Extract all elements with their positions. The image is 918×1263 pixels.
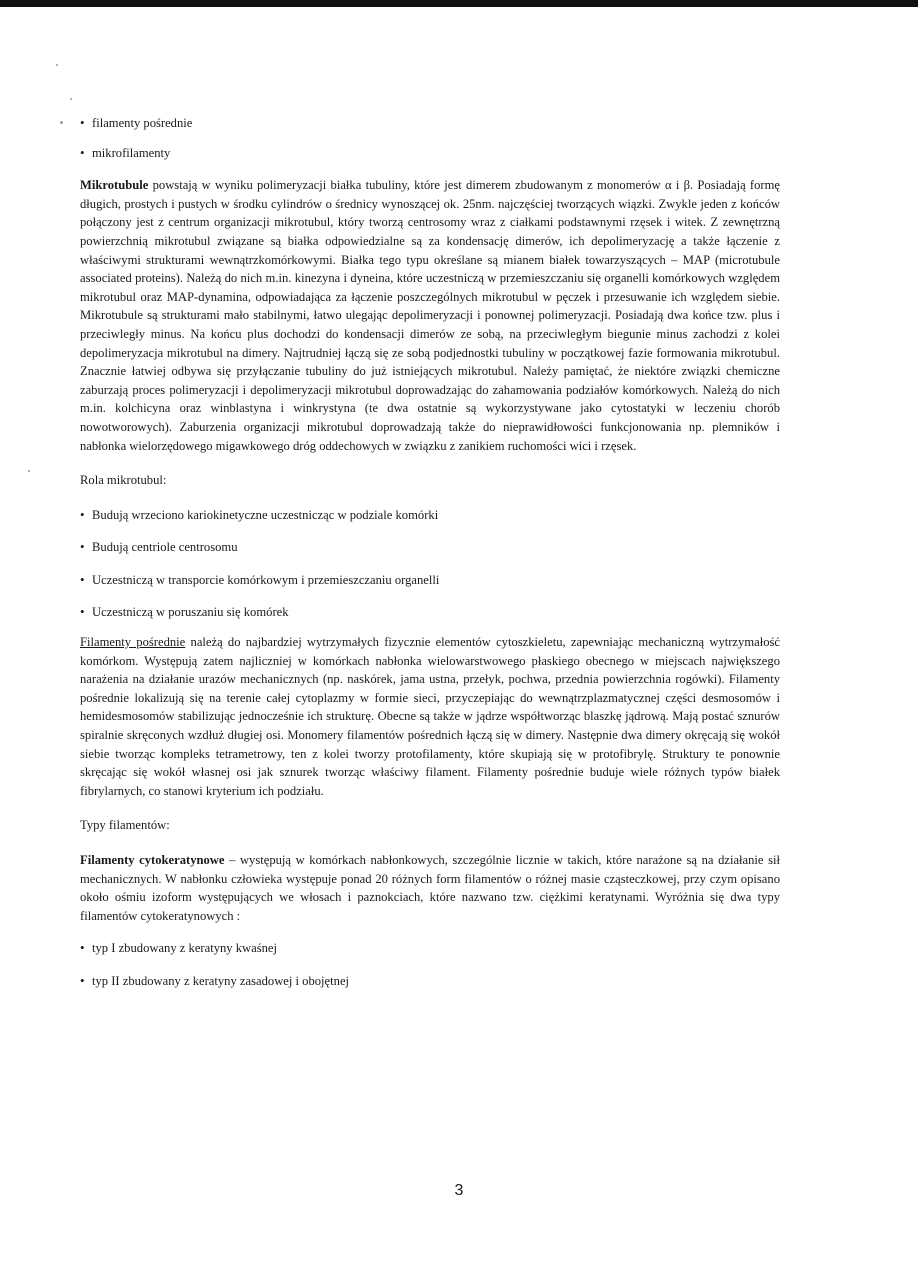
bullet-item: • Budują wrzeciono kariokinetyczne uczestnicząc w podziale komórki [80, 506, 780, 525]
bullet-item: • Uczestniczą w transporcie komórkowym i przemieszczaniu organelli [80, 571, 780, 590]
heading-rola-mikrotubul: Rola mikrotubul: [80, 473, 167, 488]
document-page [80, 114, 780, 991]
bullet-item: • mikrofilamenty [80, 144, 780, 163]
term-mikrotubule: Mikrotubule [80, 178, 149, 193]
paragraph-text: powstają w wyniku polimeryzacji białka tubuliny, które jest dimerem zbudowanym z monomerów α i β. Posiadają formę długich, prostych i pustych w środku cylindrów o średnicy wynoszącej ok. 25nm. najczęściej tworzących wiązki. Zwykle jeden z końców połączony jest z centrum organizacji mikrotubul, który tworzą centrosomy wraz z ciałkami podstawnymi rzęsek i witek. Z zewnętrzną powierzchnią mikrotubul związane są białka odpowiedzialne są za kondensację dimerów, ich depolimeryzację a także łączenie z właściwymi strukturami wewnątrzkomórkowymi. Białka tego typu określane są mianem białek towarzyszących – MAP (microtubule associated proteins). Należą do nich m.in. kinezyna i dyneina, które uczestniczą w przemieszczaniu się organelli komórkowych względem mikrotubul oraz MAP-dynamina, odpowiadająca za łączenie poszczególnych mikrotubul w pęczek i przesuwanie ich względem siebie. Mikrotubule są strukturami mało stabilnymi, łatwo ulegając depolimeryzacji i ponownej polimeryzacji. Posiadają dwa końce tzw. plus i przeciwległy minus. Na końcu plus dochodzi do kondensacji dimerów ze sobą, na przeciwległym biegunie minus zachodzi z kolei depolimeryzacja mikrotubul na dimery. Najtrudniej łączą się ze sobą podjednostki tubuliny w początkowej fazie formowania mikrotubul. Znacznie łatwiej odbywa się przyłączanie tubuliny do już istniejących mikrotubul. Należy pamiętać, że niektóre związki chemiczne zaburzają proces polimeryzacji i depolimeryzacji mikrotubul doprowadzając do zahamowania podziałów komórkowych. Należą do nich m.in. kolchicyna oraz winblastyna i winkrystyna (te dwa ostatnie są wykorzystywane jako cytostatyki w leczeniu chorób nowotworowych). Zaburzenia organizacji mikrotubul doprowadzają także do nieprawidłowości funkcjonowania np. plemników i nabłonka wielorzędowego migawkowego dróg oddechowych w związku z zanikiem ruchomości wici i rzęsek. [80, 178, 780, 453]
scan-speck [28, 470, 30, 472]
heading-typy-filamentow: Typy filamentów: [80, 818, 170, 833]
paragraph-mikrotubule [80, 176, 780, 455]
scan-top-border [0, 0, 918, 7]
bullet-item: • typ I zbudowany z keratyny kwaśnej [80, 939, 780, 958]
scan-speck [70, 98, 72, 100]
bullet-item: • Uczestniczą w poruszaniu się komórek [80, 603, 780, 622]
paragraph-text: – występują w komórkach nabłonkowych, szczególnie licznie w takich, które narażone są na działanie sił mechanicznych. W nabłonku człowieka występuje ponad 20 różnych form filamentów o różnej masie cząsteczkowej, przy czym opisano około ośmiu izoform występujących we włosach i paznokciach, które nazwano tzw. ciężkimi keratynami. Wyróżnia się dwa typy filamentów cytokeratynowych : [80, 853, 780, 923]
term-filamenty-posrednie: Filamenty pośrednie [80, 635, 186, 650]
paragraph-text: należą do najbardziej wytrzymałych fizycznie elementów cytoszkieletu, zapewniając mechaniczną wytrzymałość komórkom. Występują zatem najliczniej w komórkach nabłonka wielowarstwowego płaskiego obecnego w miejscach największego narażenia na działanie urazów mechanicznych (np. naskórek, jama ustna, przełyk, pochwa, przednia powierzchnia rogówki). Filamenty pośrednie lokalizują się na terenie całej cytoplazmy w formie sieci, przyczepiając do wewnątrzplazmatycznej części desmosomów i hemidesmosomów stabilizując jednocześnie ich strukturę. Obecne są także w jądrze współtworząc blaszkę jądrową. Mają postać sznurów spiralnie skręconych wzdłuż długiej osi. Monomery filamentów pośrednich łączą się w dimery. Następnie dwa dimery okręcają się wokół siebie tworząc kompleks tetrametrowy, ten z kolei tworzy protofilamenty, które skupiają się w protofibrylę. Struktury te ponownie skręcając się wokół własnej osi jak sznurek tworząc właściwy filament. Filamenty pośrednie buduje wiele różnych typów białek fibrylarnych, co stanowi kryterium ich podziału. [80, 635, 780, 798]
term-cytokeratynowe: Filamenty cytokeratynowe [80, 853, 225, 867]
bullet-item: • filamenty pośrednie [80, 114, 780, 133]
scan-speck [60, 121, 63, 124]
bullet-item: • typ II zbudowany z keratyny zasadowej i obojętnej [80, 972, 780, 991]
paragraph-filamenty-posrednie [80, 633, 780, 800]
scan-speck [56, 64, 58, 66]
paragraph-cytokeratynowe [80, 851, 780, 925]
bullet-item: • Budują centriole centrosomu [80, 538, 780, 557]
page-number: 3 [454, 1182, 464, 1199]
